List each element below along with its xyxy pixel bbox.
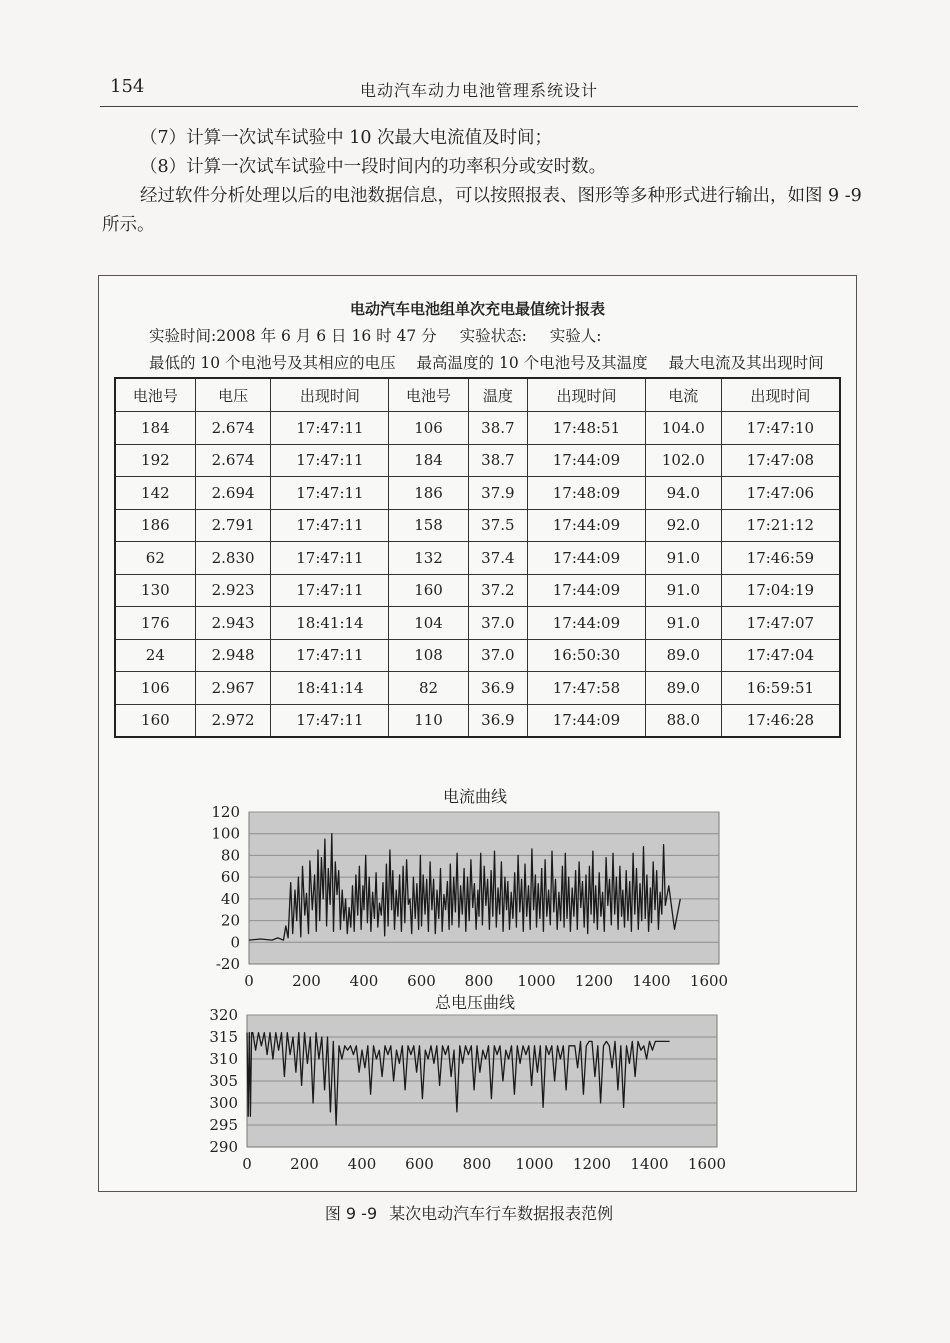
experiment-status: 实验状态: xyxy=(459,327,527,345)
table-cell: 186 xyxy=(389,477,468,510)
column-header: 温度 xyxy=(468,378,527,412)
chart-title-current: 电流曲线 xyxy=(442,787,507,806)
table-cell: 17:04:19 xyxy=(721,574,840,607)
table-cell: 17:47:58 xyxy=(528,672,646,705)
table-cell: 2.674 xyxy=(195,412,271,445)
table-cell: 184 xyxy=(389,444,468,477)
table-cell: 17:47:11 xyxy=(271,574,389,607)
table-cell: 2.943 xyxy=(195,607,271,640)
figure-caption xyxy=(0,1201,950,1224)
table-cell: 89.0 xyxy=(645,639,721,672)
table-cell: 62 xyxy=(115,542,195,575)
voltage-x-tick-label: 0 xyxy=(242,1155,252,1173)
table-row xyxy=(115,607,840,640)
current-y-tick-label: -20 xyxy=(215,955,240,973)
table-row xyxy=(115,477,840,510)
table-cell: 17:47:11 xyxy=(271,412,389,445)
voltage-y-tick-label: 300 xyxy=(209,1094,238,1112)
table-cell: 2.923 xyxy=(195,574,271,607)
table-row xyxy=(115,509,840,542)
table-cell: 17:47:04 xyxy=(721,639,840,672)
figure-frame xyxy=(98,275,857,1192)
current-y-tick-label: 80 xyxy=(220,846,240,865)
voltage-y-tick-label: 320 xyxy=(209,1006,238,1024)
table-cell: 17:47:07 xyxy=(721,607,840,640)
table-cell: 38.7 xyxy=(468,412,527,445)
table-cell: 92.0 xyxy=(645,509,721,542)
column-header: 出现时间 xyxy=(271,378,389,412)
table-cell: 17:46:28 xyxy=(721,704,840,737)
figure-label: 图 9 -9 xyxy=(324,1204,378,1223)
voltage-y-tick-label: 295 xyxy=(209,1116,238,1134)
table-row xyxy=(115,639,840,672)
table-cell: 160 xyxy=(115,704,195,737)
table-cell: 17:44:09 xyxy=(528,607,646,640)
table-cell: 102.0 xyxy=(645,444,721,477)
table-cell: 17:44:09 xyxy=(528,509,646,542)
header-rule xyxy=(100,106,858,107)
table-cell: 132 xyxy=(389,542,468,575)
table-cell: 37.0 xyxy=(468,639,527,672)
current-chart xyxy=(99,796,856,991)
body-text xyxy=(102,124,862,240)
table-cell: 158 xyxy=(389,509,468,542)
current-x-tick-label: 1400 xyxy=(632,972,671,990)
table-cell: 18:41:14 xyxy=(271,672,389,705)
table-cell: 37.5 xyxy=(468,509,527,542)
voltage-y-tick-label: 290 xyxy=(209,1138,238,1156)
table-row xyxy=(115,704,840,737)
voltage-y-tick-label: 310 xyxy=(209,1050,238,1068)
table-cell: 16:50:30 xyxy=(528,639,646,672)
table-cell: 24 xyxy=(115,639,195,672)
table-cell: 91.0 xyxy=(645,574,721,607)
column-header: 电池号 xyxy=(389,378,468,412)
table-row xyxy=(115,672,840,705)
voltage-x-tick-label: 1400 xyxy=(630,1155,669,1173)
table-row xyxy=(115,412,840,445)
table-cell: 110 xyxy=(389,704,468,737)
stats-table xyxy=(114,377,841,738)
current-y-tick-label: 0 xyxy=(230,933,240,952)
table-cell: 176 xyxy=(115,607,195,640)
current-x-tick-label: 800 xyxy=(464,972,494,990)
current-x-tick-label: 200 xyxy=(292,972,321,990)
table-cell: 38.7 xyxy=(468,444,527,477)
table-cell: 17:47:11 xyxy=(271,444,389,477)
table-cell: 17:47:11 xyxy=(271,509,389,542)
voltage-x-tick-label: 1600 xyxy=(687,1155,727,1173)
chart-title-voltage: 总电压曲线 xyxy=(434,993,515,1012)
table-cell: 142 xyxy=(115,477,195,510)
current-y-tick-label: 40 xyxy=(220,889,240,908)
table-row xyxy=(115,574,840,607)
section-labels xyxy=(149,351,849,373)
table-cell: 2.674 xyxy=(195,444,271,477)
voltage-chart xyxy=(99,1004,856,1174)
table-cell: 16:59:51 xyxy=(721,672,840,705)
table-cell: 2.791 xyxy=(195,509,271,542)
table-cell: 17:44:09 xyxy=(528,704,646,737)
table-cell: 2.967 xyxy=(195,672,271,705)
table-cell: 17:48:09 xyxy=(528,477,646,510)
voltage-x-tick-label: 200 xyxy=(290,1155,319,1173)
table-cell: 17:44:09 xyxy=(528,542,646,575)
paragraph-2: （8）计算一次试车试验中一段时间内的功率积分或安时数。 xyxy=(140,157,607,177)
table-cell: 36.9 xyxy=(468,672,527,705)
section-label: 最高温度的 10 个电池号及其温度 xyxy=(416,354,648,372)
current-y-tick-label: 20 xyxy=(220,911,240,930)
table-cell: 17:47:11 xyxy=(271,639,389,672)
current-y-tick-label: 120 xyxy=(211,803,240,821)
table-cell: 88.0 xyxy=(645,704,721,737)
table-cell: 17:44:09 xyxy=(528,444,646,477)
table-cell: 186 xyxy=(115,509,195,542)
table-cell: 17:47:11 xyxy=(271,542,389,575)
table-cell: 2.830 xyxy=(195,542,271,575)
voltage-x-tick-label: 1200 xyxy=(572,1155,612,1173)
table-cell: 184 xyxy=(115,412,195,445)
table-row xyxy=(115,444,840,477)
table-cell: 37.0 xyxy=(468,607,527,640)
table-cell: 91.0 xyxy=(645,542,721,575)
figure-caption-text: 某次电动汽车行车数据报表范例 xyxy=(389,1204,614,1223)
table-cell: 192 xyxy=(115,444,195,477)
table-cell: 17:44:09 xyxy=(528,574,646,607)
current-x-tick-label: 1000 xyxy=(517,972,556,990)
running-header: 电动汽车动力电池管理系统设计 xyxy=(360,81,599,100)
table-cell: 18:41:14 xyxy=(271,607,389,640)
table-cell: 82 xyxy=(389,672,468,705)
experimenter: 实验人: xyxy=(549,327,602,345)
voltage-y-tick-label: 315 xyxy=(209,1028,238,1046)
table-cell: 37.2 xyxy=(468,574,527,607)
table-cell: 37.4 xyxy=(468,542,527,575)
table-cell: 17:48:51 xyxy=(528,412,646,445)
current-x-tick-label: 1200 xyxy=(574,972,614,990)
current-x-tick-label: 0 xyxy=(244,972,254,990)
table-cell: 104 xyxy=(389,607,468,640)
paragraph-1: （7）计算一次试车试验中 10 次最大电流值及时间； xyxy=(140,128,553,148)
table-cell: 2.948 xyxy=(195,639,271,672)
table-cell: 17:47:08 xyxy=(721,444,840,477)
table-cell: 37.9 xyxy=(468,477,527,510)
table-cell: 17:47:11 xyxy=(271,477,389,510)
table-cell: 160 xyxy=(389,574,468,607)
voltage-x-tick-label: 800 xyxy=(462,1155,492,1173)
voltage-x-tick-label: 1000 xyxy=(515,1155,554,1173)
page-number: 154 xyxy=(110,76,145,97)
table-cell: 130 xyxy=(115,574,195,607)
table-cell: 2.694 xyxy=(195,477,271,510)
table-cell: 17:21:12 xyxy=(721,509,840,542)
table-cell: 108 xyxy=(389,639,468,672)
experiment-time: 实验时间:2008 年 6 月 6 日 16 时 47 分 xyxy=(149,327,437,345)
column-header: 出现时间 xyxy=(528,378,646,412)
table-cell: 91.0 xyxy=(645,607,721,640)
column-header: 电池号 xyxy=(115,378,195,412)
table-cell: 106 xyxy=(115,672,195,705)
voltage-y-tick-label: 305 xyxy=(209,1072,238,1090)
paragraph-3: 经过软件分析处理以后的电池数据信息，可以按照报表、图形等多种形式进行输出，如图 9 -9 所示。 xyxy=(102,186,862,235)
table-cell: 104.0 xyxy=(645,412,721,445)
current-y-tick-label: 100 xyxy=(211,824,240,843)
section-label: 最大电流及其出现时间 xyxy=(668,354,824,372)
table-cell: 17:47:11 xyxy=(271,704,389,737)
table-cell: 106 xyxy=(389,412,468,445)
voltage-x-tick-label: 600 xyxy=(405,1155,434,1173)
table-cell: 17:46:59 xyxy=(721,542,840,575)
column-header: 电压 xyxy=(195,378,271,412)
table-cell: 36.9 xyxy=(468,704,527,737)
current-x-tick-label: 600 xyxy=(407,972,436,990)
voltage-x-tick-label: 400 xyxy=(347,1155,377,1173)
table-cell: 94.0 xyxy=(645,477,721,510)
section-label: 最低的 10 个电池号及其相应的电压 xyxy=(149,354,396,372)
table-cell: 2.972 xyxy=(195,704,271,737)
column-header: 电流 xyxy=(645,378,721,412)
table-cell: 89.0 xyxy=(645,672,721,705)
current-x-tick-label: 1600 xyxy=(689,972,729,990)
table-cell: 17:47:06 xyxy=(721,477,840,510)
current-y-tick-label: 60 xyxy=(220,868,240,887)
current-x-tick-label: 400 xyxy=(349,972,379,990)
table-cell: 17:47:10 xyxy=(721,412,840,445)
table-header-row xyxy=(115,378,840,412)
report-title: 电动汽车电池组单次充电最值统计报表 xyxy=(349,300,605,318)
column-header: 出现时间 xyxy=(721,378,840,412)
report-meta xyxy=(149,324,620,346)
table-row xyxy=(115,542,840,575)
